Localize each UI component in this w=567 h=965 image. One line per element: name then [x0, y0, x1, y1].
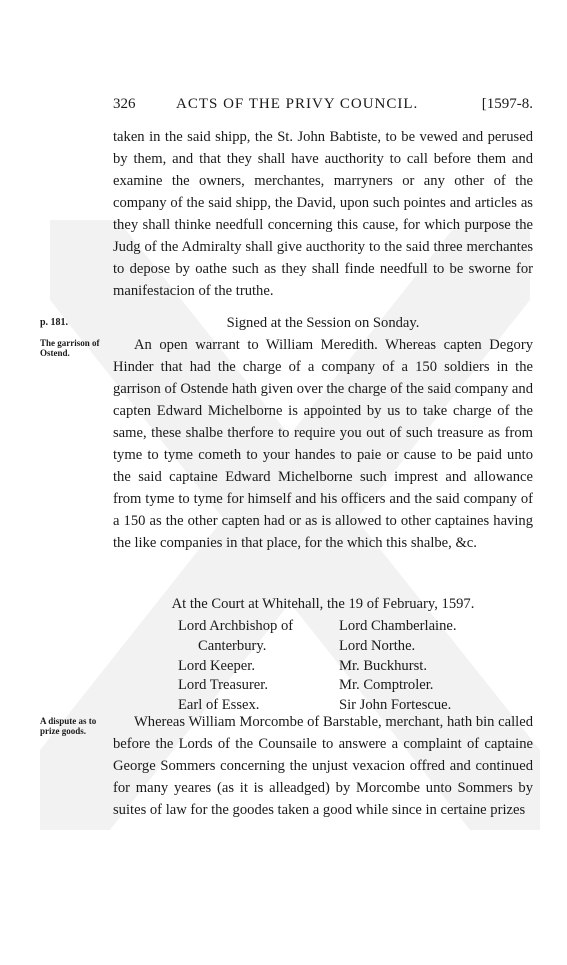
attendee: Lord Northe.	[339, 637, 416, 654]
attendee: Mr. Buckhurst.	[339, 657, 427, 674]
paragraph-continuation	[113, 126, 533, 302]
attendee: Lord Keeper.	[178, 657, 255, 674]
running-title: ACTS OF THE PRIVY COUNCIL.	[176, 96, 419, 112]
page-number: 326	[113, 96, 136, 112]
warrant-paragraph	[113, 334, 533, 554]
paragraph-3-text: Whereas William Morcombe of Barstable, merchant, hath bin called before the Lords of the Counsaile to answere a complaint of captaine George Sommers concerning the unjust vexacion offred and continued for many yeares (as it is alleadged) by Morcombe unto Sommers by suites of law for the goodes taken a good while since in certaine prizes	[113, 714, 533, 818]
paragraph-2-text: An open warrant to William Meredith. Whereas capten Degory Hinder that had the charge of a company of a 150 soldiers in the garrison of Ostende hath given over the charge of the said company and capten Edward Michelborne is appointed by us to take charge of the same, these shalbe therfore to require you out of such treasure as from tyme to tyme cometh to your handes to paie or cause to be paid unto the said captaine Edward Michelborne such imprest and allowance from tyme to tyme for himself and his officers and the said company of a 150 as the other capten had or as is allowed to other captaines having the like companies in that place, for the which this shalbe, &c.	[113, 337, 533, 551]
signed-line: Signed at the Session on Sonday.	[226, 315, 420, 331]
attendance-left-column	[178, 617, 293, 716]
attendee-continuation: Canterbury.	[198, 637, 267, 654]
attendee: Earl of Essex.	[178, 697, 260, 714]
court-heading: At the Court at Whitehall, the 19 of February, 1597.	[171, 596, 475, 612]
margin-note-dispute: A dispute as to prize goods.	[40, 716, 97, 736]
attendance-right-column	[339, 617, 457, 716]
paragraph-1-text: taken in the said shipp, the St. John Babtiste, to be vewed and perused by them, and that they shall have aucthority to call before them and examine the owners, merchantes, marryners or any other of the company of the said shipp, the David, upon such pointes and articles as they shall thinke needfull concerning this cause, for which purpose the Judg of the Admiralty shall give aucthority to the said three merchantes to depose by oathe such as they shall finde needfull to be sworne for manifestacion of the truthe.	[113, 129, 533, 299]
attendee: Lord Archbishop of	[178, 618, 294, 634]
attendee: Mr. Comptroler.	[339, 677, 434, 694]
dispute-paragraph	[113, 711, 533, 821]
margin-page-reference: p. 181.	[40, 317, 69, 328]
year-range: [1597-8.	[481, 96, 533, 112]
margin-note-garrison: The garrison of Ostend.	[40, 338, 100, 358]
attendee: Sir John Fortescue.	[339, 697, 452, 714]
page-header	[113, 96, 533, 116]
attendee: Lord Chamberlaine.	[339, 618, 457, 634]
attendee: Lord Treasurer.	[178, 677, 268, 694]
